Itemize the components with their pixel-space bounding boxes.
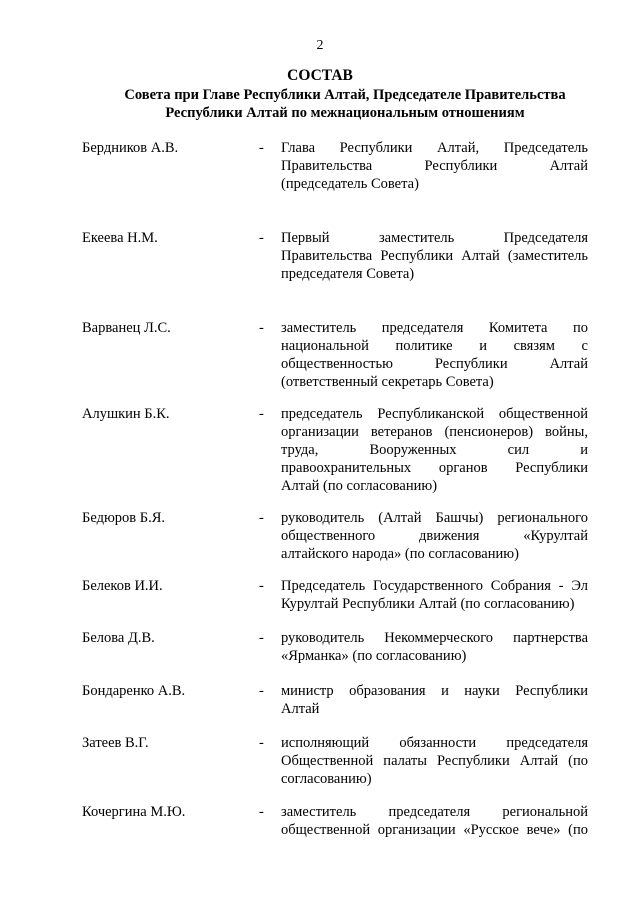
position-line: Председатель Государственного Собрания - Эл xyxy=(281,578,588,594)
member-name: Кочергина М.Ю. xyxy=(82,804,186,820)
position-line: председателя Совета) xyxy=(281,266,415,282)
position-line: заместитель председателя Комитета по xyxy=(281,320,588,336)
position-line: руководитель Некоммерческого партнерства xyxy=(281,630,588,646)
position-line: заместитель председателя региональной xyxy=(281,804,588,820)
position-line: Общественной палаты Республики Алтай (по xyxy=(281,753,588,769)
position-line: (председатель Совета) xyxy=(281,176,419,192)
member-position xyxy=(281,139,588,193)
position-line: общественной организации «Русское вече» (по xyxy=(281,822,588,838)
document-subtitle-line: Совета при Главе Республики Алтай, Председателе Правительства xyxy=(124,87,566,103)
member-position xyxy=(281,405,588,495)
member-position xyxy=(281,682,588,718)
member-dash: - xyxy=(259,630,264,646)
position-line: алтайского народа» (по согласованию) xyxy=(281,546,519,562)
member-dash: - xyxy=(259,683,264,699)
position-line: председатель Республиканской общественной xyxy=(281,406,588,422)
position-line: Глава Республики Алтай, Председатель xyxy=(281,140,588,156)
member-name: Екеева Н.М. xyxy=(82,230,158,246)
position-line: (ответственный секретарь Совета) xyxy=(281,374,494,390)
position-line: Курултай Республики Алтай (по согласованию) xyxy=(281,596,575,612)
position-line: правоохранительных органов Республики xyxy=(281,460,588,476)
position-line: Первый заместитель Председателя xyxy=(281,230,588,246)
member-position xyxy=(281,629,588,665)
member-dash: - xyxy=(259,140,264,156)
position-line: руководитель (Алтай Башчы) регионального xyxy=(281,510,588,526)
member-name: Белова Д.В. xyxy=(82,630,155,646)
member-name: Белеков И.И. xyxy=(82,578,163,594)
member-dash: - xyxy=(259,735,264,751)
position-line: общественностью Республики Алтай xyxy=(281,356,588,372)
member-name: Бердников А.В. xyxy=(82,140,179,156)
member-position xyxy=(281,734,588,788)
page-number: 2 xyxy=(316,38,324,53)
member-position xyxy=(281,229,588,283)
position-line: Алтай xyxy=(281,701,320,717)
member-dash: - xyxy=(259,320,264,336)
member-dash: - xyxy=(259,804,264,820)
member-dash: - xyxy=(259,230,264,246)
member-dash: - xyxy=(259,578,264,594)
member-name: Варванец Л.С. xyxy=(82,320,171,336)
position-line: согласованию) xyxy=(281,771,372,787)
position-line: министр образования и науки Республики xyxy=(281,683,588,699)
position-line: организации ветеранов (пенсионеров) войны, xyxy=(281,424,588,440)
member-name: Алушкин Б.К. xyxy=(82,406,170,422)
member-name: Бондаренко А.В. xyxy=(82,683,186,699)
member-position xyxy=(281,319,588,391)
position-line: «Ярманка» (по согласованию) xyxy=(281,648,467,664)
position-line: труда, Вооруженных сил и xyxy=(281,442,588,458)
member-dash: - xyxy=(259,510,264,526)
member-name: Затеев В.Г. xyxy=(82,735,149,751)
position-line: общественного движения «Курултай xyxy=(281,528,588,544)
position-line: Правительства Республики Алтай xyxy=(281,158,588,174)
position-line: Правительства Республики Алтай (заместитель xyxy=(281,248,588,264)
position-line: Алтай (по согласованию) xyxy=(281,478,438,494)
document-title: СОСТАВ xyxy=(287,67,353,84)
document-subtitle-line: Республики Алтай по межнациональным отношениям xyxy=(165,105,525,121)
member-position xyxy=(281,577,588,613)
position-line: исполняющий обязанности председателя xyxy=(281,735,588,751)
member-position xyxy=(281,803,588,839)
member-name: Бедюров Б.Я. xyxy=(82,510,165,526)
member-dash: - xyxy=(259,406,264,422)
position-line: национальной политике и связям с xyxy=(281,338,588,354)
member-position xyxy=(281,509,588,563)
